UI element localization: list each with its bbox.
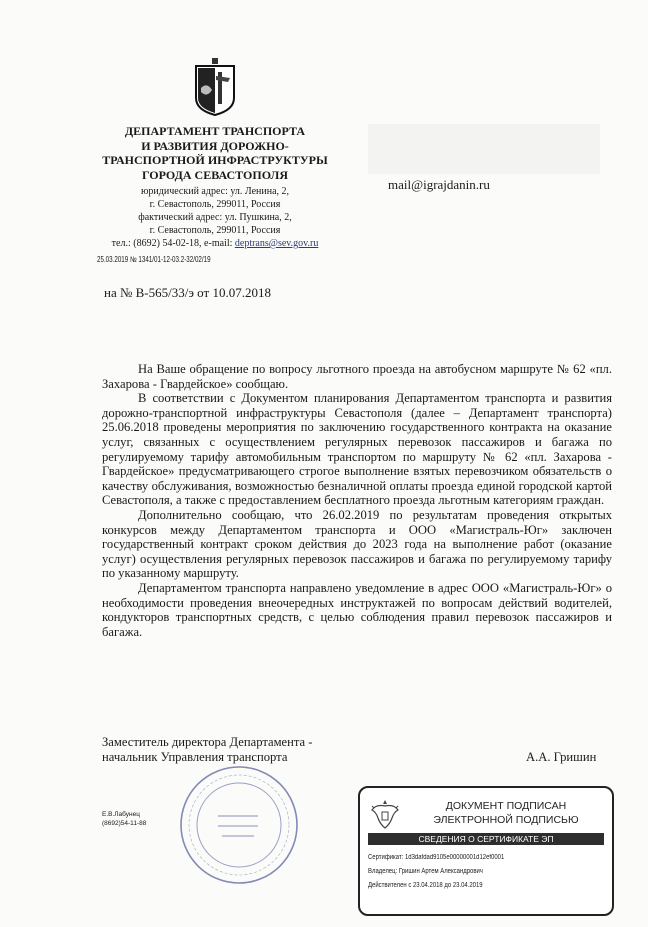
electronic-signature-box bbox=[358, 786, 614, 916]
body-paragraph: Департаментом транспорта направлено уведомление в адрес ООО «Магистраль-Юг» о необходимости проведения внеочередных инструктажей по вопросам действий водителей, кондукторов транспортных средств, с целью соблюдения правил перевозок пассажиров и багажа. bbox=[102, 580, 612, 639]
executor-info bbox=[102, 810, 146, 828]
letter-body bbox=[102, 362, 612, 639]
actual-address-line: г. Севастополь, 299011, Россия bbox=[149, 225, 281, 236]
signatory-name: А.А. Гришин bbox=[526, 750, 597, 764]
phone-email-prefix: тел.: (8692) 54-02-18, e-mail: bbox=[111, 238, 235, 249]
department-name-line: ГОРОДА СЕВАСТОПОЛЯ bbox=[141, 167, 289, 182]
signatory-title bbox=[102, 735, 312, 765]
department-name-line: И РАЗВИТИЯ ДОРОЖНО- bbox=[141, 138, 289, 153]
executor-phone: (8692)54-11-88 bbox=[102, 820, 147, 827]
esig-title bbox=[406, 800, 606, 827]
signatory-title-line: Заместитель директора Департамента - bbox=[102, 735, 313, 749]
esig-cert-header: СВЕДЕНИЯ О СЕРТИФИКАТЕ ЭП bbox=[368, 833, 604, 845]
department-email-link[interactable]: deptrans@sev.gov.ru bbox=[234, 238, 319, 249]
esig-title-line: ЭЛЕКТРОННОЙ ПОДПИСЬЮ bbox=[433, 813, 579, 826]
actual-address-line: фактический адрес: ул. Пушкина, 2, bbox=[138, 212, 292, 223]
recipient-email: mail@igrajdanin.ru bbox=[388, 177, 490, 192]
legal-address-line: г. Севастополь, 299011, Россия bbox=[149, 199, 281, 210]
registration-number: 25.03.2019 № 1341/01-12-03.2-32/02/19 bbox=[97, 255, 211, 264]
sevastopol-emblem-icon bbox=[192, 58, 238, 116]
esig-title-line: ДОКУМЕНТ ПОДПИСАН bbox=[445, 800, 567, 812]
body-paragraph: В соответствии с Документом планирования Департаментом транспорта и развития дорожно-транспортной инфраструктуры Севастополя (далее – Департамент транспорта) 25.06.2018 проведены мероприятия по заключению государственного контракта на оказание услуг, связанных с осуществлением регулярных перевозок пассажиров и багажа по регулируемому тарифу автомобильным транспортом по маршруту № 62 «пл. Захарова - Гвардейское» предусматривающего строгое выполнение взятых перевозчиком обязательств о качеству обслуживания, возможностью безналичной оплаты проезда единой городской картой Севастополя, а также с предоставлением бесплатного проезда льготным категориям граждан. bbox=[102, 391, 612, 508]
esig-certificate: Сертификат: 1d3dafdad9105e00000001d12ef0001 bbox=[368, 854, 505, 861]
russian-eagle-icon bbox=[370, 798, 400, 832]
executor-name: Е.В.Лабунец bbox=[102, 811, 140, 818]
department-name-line: ТРАНСПОРТНОЙ ИНФРАСТРУКТУРЫ bbox=[102, 153, 328, 167]
department-address bbox=[100, 185, 330, 250]
official-seal-stamp bbox=[178, 764, 300, 886]
department-name bbox=[100, 124, 330, 182]
legal-address-line: юридический адрес: ул. Ленина, 2, bbox=[140, 186, 290, 197]
body-paragraph: Дополнительно сообщаю, что 26.02.2019 по результатам проведения открытых конкурсов между Департаментом транспорта и ООО «Магистраль-Юг» заключен государственный контракт сроком действия до 2023 года на выполнение работ (оказание услуг) осуществления регулярных перевозок пассажиров и багажа по регулируемому тарифу по указанному маршруту. bbox=[102, 507, 612, 581]
contacts-line bbox=[100, 237, 330, 250]
body-paragraph: На Ваше обращение по вопросу льготного проезда на автобусном маршруте № 62 «пл. Захарова - Гвардейское» сообщаю. bbox=[102, 362, 612, 391]
esig-validity: Действителен с 23.04.2018 до 23.04.2019 bbox=[368, 882, 483, 889]
signatory-title-line: начальник Управления транспорта bbox=[102, 750, 288, 764]
department-name-line: ДЕПАРТАМЕНТ ТРАНСПОРТА bbox=[124, 124, 306, 138]
recipient-redacted-block bbox=[368, 124, 600, 174]
esig-owner: Владелец: Гришин Артем Александрович bbox=[368, 868, 483, 875]
reference-number: на № В-565/33/э от 10.07.2018 bbox=[104, 285, 271, 300]
